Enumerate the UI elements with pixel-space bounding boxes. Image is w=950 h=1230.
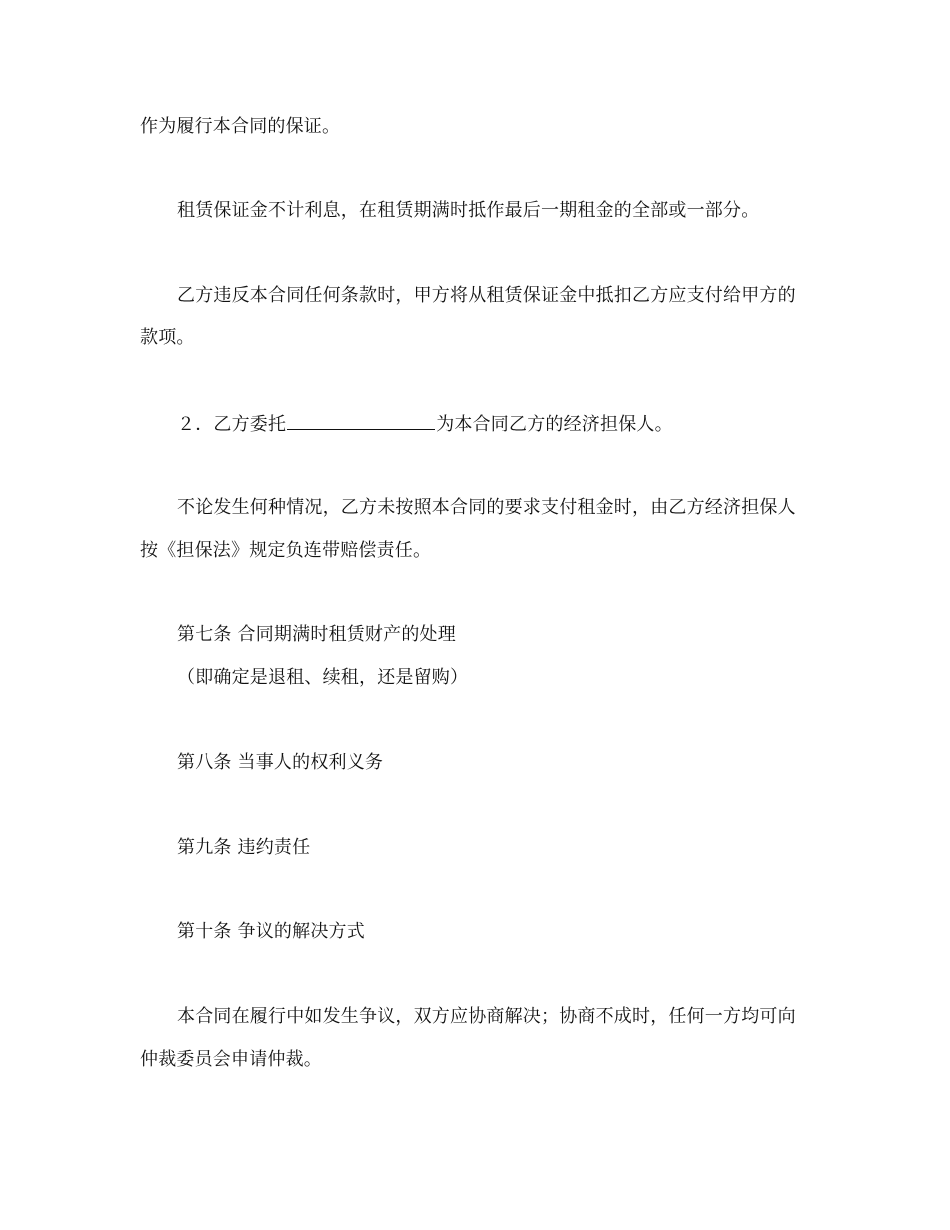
paragraph-line: 款项。 [140, 327, 195, 348]
guarantor-clause [177, 412, 673, 436]
article-heading: 第九条 违约责任 [177, 837, 311, 858]
article-heading: 第八条 当事人的权利义务 [177, 752, 384, 773]
guarantor-clause-suffix: 为本合同乙方的经济担保人。 [436, 414, 673, 435]
paragraph-line: 租赁保证金不计利息，在租赁期满时抵作最后一期租金的全部或一部分。 [177, 200, 760, 221]
guarantor-name-blank [287, 412, 435, 430]
article-heading: 第十条 争议的解决方式 [177, 921, 365, 942]
paragraph-line: 仲裁委员会申请仲裁。 [140, 1049, 322, 1070]
article-note: （即确定是退租、续租，还是留购） [177, 667, 469, 688]
paragraph-line: 乙方违反本合同任何条款时，甲方将从租赁保证金中抵扣乙方应支付给甲方的 [177, 285, 796, 306]
guarantor-clause-prefix: ２．乙方委托 [177, 414, 287, 435]
paragraph-line: 本合同在履行中如发生争议，双方应协商解决；协商不成时，任何一方均可向 [177, 1006, 796, 1027]
paragraph-line: 按《担保法》规定负连带赔偿责任。 [140, 540, 432, 561]
paragraph-line: 不论发生何种情况，乙方未按照本合同的要求支付租金时，由乙方经济担保人 [177, 497, 796, 518]
article-heading: 第七条 合同期满时租赁财产的处理 [177, 624, 456, 645]
paragraph-line: 作为履行本合同的保证。 [140, 116, 341, 137]
